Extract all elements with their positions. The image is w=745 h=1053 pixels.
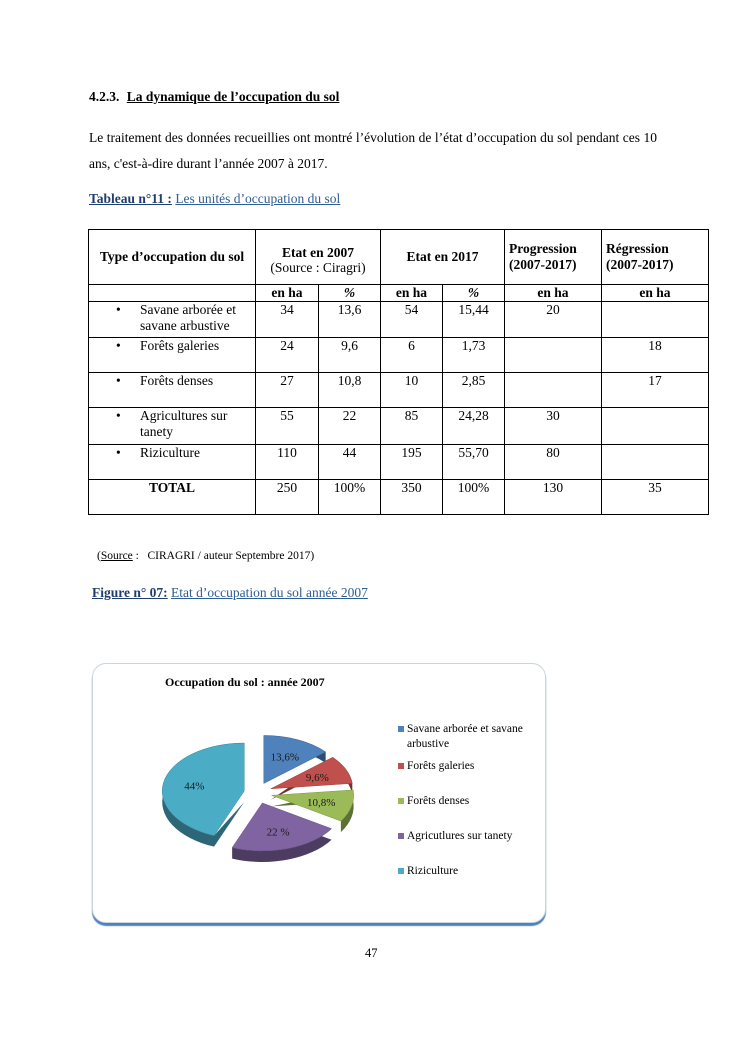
source-text: CIRAGRI / auteur Septembre 2017) — [147, 550, 315, 562]
legend-item — [398, 829, 540, 844]
body-paragraph: Le traitement des données recueillies ont montré l’évolution de l’état d’occupation du sol pendant ces 10 ans, c'est-à-dire durant l’année 2007 à 2017. — [89, 130, 657, 171]
row-cell: 17 — [602, 373, 709, 408]
source-open: ( — [97, 550, 101, 562]
legend-swatch — [398, 868, 404, 874]
legend-item — [398, 722, 540, 752]
row-type: • Forêts denses — [140, 373, 214, 388]
row-cell: 85 — [381, 408, 443, 445]
row-cell: 30 — [505, 408, 602, 445]
pie-data-label: 10,8% — [306, 797, 336, 810]
total-cell: 130 — [505, 480, 602, 515]
total-cell: 100% — [443, 480, 505, 515]
source-colon: : — [132, 550, 148, 562]
row-type: • Riziculture — [140, 445, 200, 460]
row-cell: 22 — [319, 408, 381, 445]
legend-item — [398, 759, 540, 774]
row-cell: 15,44 — [443, 302, 505, 338]
table-caption-label: Tableau n°11 : — [89, 191, 172, 206]
figure-caption-label: Figure n° 07: — [92, 585, 168, 600]
row-cell: 24 — [256, 338, 319, 373]
section-title: La dynamique de l’occupation du sol — [126, 89, 340, 104]
figure-caption-title: Etat d’occupation du sol année 2007 — [171, 585, 368, 600]
row-cell: 1,73 — [443, 338, 505, 373]
row-type: • Savane arborée et savane arbustive — [140, 302, 236, 333]
header-etat-2007-source: (Source : Ciragri) — [270, 260, 366, 275]
legend-label: Riziculture — [407, 865, 459, 877]
table-caption-title: Les unités d’occupation du sol — [175, 191, 341, 206]
row-cell: 9,6 — [319, 338, 381, 373]
row-cell: 55 — [256, 408, 319, 445]
row-type: • Forêts galeries — [140, 338, 220, 353]
chart-title: Occupation du sol : année 2007 — [165, 675, 325, 689]
total-cell: 35 — [602, 480, 709, 515]
legend-swatch — [398, 798, 404, 804]
legend-swatch — [398, 833, 404, 839]
row-cell: 34 — [256, 302, 319, 338]
pie-data-label: 13,6% — [270, 751, 300, 764]
row-cell: 195 — [381, 445, 443, 480]
legend-item — [398, 864, 540, 879]
row-cell: 54 — [381, 302, 443, 338]
legend-item — [398, 794, 540, 809]
source-label: Source — [100, 550, 133, 562]
section-number: 4.2.3. — [89, 89, 120, 104]
legend-swatch — [398, 763, 404, 769]
row-cell: 10 — [381, 373, 443, 408]
total-cell: 250 — [256, 480, 319, 515]
subheader-cell: % — [319, 285, 381, 302]
subheader-cell: % — [443, 285, 505, 302]
row-type: • Agricultures sur tanety — [140, 408, 228, 439]
pie-data-label: 22 % — [266, 826, 290, 839]
total-cell: 100% — [319, 480, 381, 515]
row-cell: 20 — [505, 302, 602, 338]
row-cell: 10,8 — [319, 373, 381, 408]
subheader-cell: en ha — [381, 285, 443, 302]
total-cell: 350 — [381, 480, 443, 515]
total-label: TOTAL — [89, 480, 256, 515]
legend-label: Savane arborée et savane arbustive — [407, 723, 523, 750]
header-regression: Régression (2007-2017) — [602, 230, 709, 285]
row-cell: 2,85 — [443, 373, 505, 408]
legend-label: Agricutlures sur tanety — [407, 830, 513, 842]
subheader-cell: en ha — [256, 285, 319, 302]
header-type: Type d’occupation du sol — [89, 230, 256, 285]
header-progression: Progression (2007-2017) — [505, 230, 602, 285]
row-cell: 6 — [381, 338, 443, 373]
row-cell: 44 — [319, 445, 381, 480]
row-cell: 110 — [256, 445, 319, 480]
subheader-cell: en ha — [505, 285, 602, 302]
page-number: 47 — [365, 946, 378, 960]
row-cell: 55,70 — [443, 445, 505, 480]
row-cell: 24,28 — [443, 408, 505, 445]
pie-data-label: 9,6% — [305, 771, 329, 784]
legend-swatch — [398, 726, 404, 732]
row-cell: 80 — [505, 445, 602, 480]
legend-label: Forêts denses — [407, 795, 470, 807]
row-cell: 13,6 — [319, 302, 381, 338]
subheader-cell: en ha — [602, 285, 709, 302]
header-etat-2017: Etat en 2017 — [381, 230, 505, 285]
pie-data-label: 44% — [184, 780, 205, 793]
header-etat-2007-label: Etat en 2007 — [282, 245, 354, 260]
row-cell: 27 — [256, 373, 319, 408]
row-cell: 18 — [602, 338, 709, 373]
legend-label: Forêts galeries — [407, 760, 475, 772]
